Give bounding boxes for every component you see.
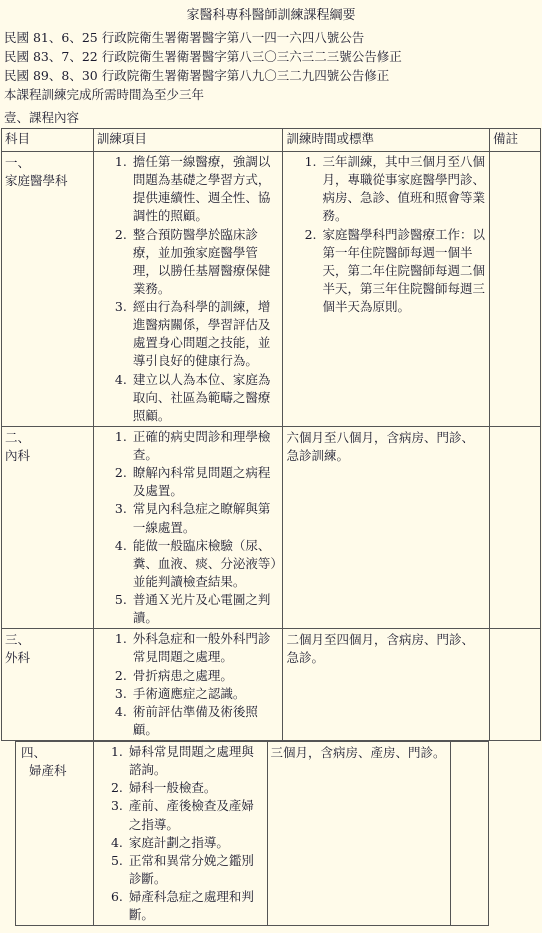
- remarks-cell: [490, 152, 541, 427]
- list-item: 2. 瞭解內科常見問題之病程及處置。: [131, 464, 282, 500]
- list-item: 1. 外科急症和一般外科門診常見問題之處理。: [131, 630, 282, 666]
- subject-cell: [2, 426, 94, 628]
- header-remarks: 備註: [490, 129, 541, 152]
- time-cell: 三個月，含病房、產房、門診。: [267, 742, 451, 926]
- time-cell: 六個月至八個月，含病房、門診、急診訓練。: [283, 426, 490, 628]
- header-time: 訓練時間或標準: [283, 129, 490, 152]
- time-cell: [283, 152, 490, 427]
- remarks-cell: [451, 742, 489, 926]
- items-cell: [93, 629, 283, 741]
- table-row: [2, 152, 541, 427]
- table-row: [16, 742, 489, 926]
- subject-name: 婦產科: [29, 763, 67, 779]
- list-item: 5. 正常和異常分娩之鑑別診斷。: [127, 852, 266, 888]
- page-title: 家醫科專科醫師訓練課程綱要: [186, 8, 356, 23]
- subject-name: 家庭醫學科: [5, 173, 68, 189]
- subject-name: 外科: [5, 650, 31, 666]
- list-item: 2. 骨折病患之處理。: [131, 667, 282, 685]
- items-cell: [93, 742, 267, 926]
- list-item: 2. 家庭醫學科門診醫療工作：以第一年住院醫師每週一個半天，第二年住院醫師每週二個半天，第三年住院醫師每週三個半天為原則。: [320, 226, 488, 317]
- list-item: 4. 家庭計劃之指導。: [127, 834, 266, 852]
- subject-name: 內科: [5, 448, 31, 463]
- curriculum-table-continued: [15, 741, 489, 926]
- notice-line: 民國 81、6、25 行政院衛生署衛署醫字第八一四一六四八號公告: [4, 30, 365, 45]
- list-item: 3. 手術適應症之認識。: [131, 685, 282, 703]
- notice-list: [0, 28, 542, 104]
- subject-cell: [2, 629, 94, 741]
- header-subject: 科目: [2, 129, 94, 152]
- time-cell: 二個月至四個月，含病房、門診、急診。: [283, 629, 490, 741]
- notice-line: 本課程訓練完成所需時間為至少三年: [4, 87, 205, 102]
- items-cell: [93, 152, 283, 427]
- list-item: 4. 能做一般臨床檢驗（尿、糞、血液、痰、分泌液等）並能判讀檢查結果。: [131, 537, 282, 591]
- notice-line: 民國 83、7、22 行政院衛生署衛署醫字第八三〇三六三二三號公告修正: [4, 49, 402, 64]
- list-item: 4. 建立以人為本位、家庭為取向、社區為範疇之醫療照顧。: [131, 371, 282, 425]
- subject-number: 一、: [5, 155, 31, 170]
- list-item: 3. 產前、產後檢查及產婦之指導。: [127, 797, 266, 833]
- list-item: 2. 整合預防醫學於臨床診療，並加強家庭醫學管理，以勝任基層醫療保健業務。: [131, 226, 282, 299]
- table-row: [2, 629, 541, 741]
- list-item: 3. 常見內科急症之瞭解與第一線處置。: [131, 500, 282, 536]
- curriculum-table: [1, 128, 541, 741]
- subject-number: 四、: [21, 745, 47, 760]
- list-item: 1. 婦科常見問題之處理與諮詢。: [127, 743, 266, 779]
- list-item: 1. 擔任第一線醫療，強調以問題為基礎之學習方式，提供連續性、週全性、協調性的照顧。: [131, 153, 282, 226]
- subject-cell: [16, 742, 94, 926]
- notice-line: 民國 89、8、30 行政院衛生署衛署醫字第八九〇三二九四號公告修正: [4, 68, 390, 83]
- list-item: 5. 普通Ｘ光片及心電圖之判讀。: [131, 591, 282, 627]
- header-row: [2, 129, 541, 152]
- list-item: 2. 婦科一般檢查。: [127, 779, 266, 797]
- remarks-cell: [490, 629, 541, 741]
- list-item: 1. 正確的病史問診和理學檢查。: [131, 428, 282, 464]
- table-row: [2, 426, 541, 628]
- subject-cell: [2, 152, 94, 427]
- subject-number: 三、: [5, 632, 31, 648]
- list-item: 1. 三年訓練，其中三個月至八個月，專職從事家庭醫學門診、病房、急診、值班和照會等業務。: [320, 153, 488, 226]
- section-title: 壹、課程內容: [4, 110, 80, 125]
- list-item: 6. 婦產科急症之處理和判斷。: [127, 888, 266, 924]
- header-items: 訓練項目: [93, 129, 283, 152]
- subject-number: 二、: [5, 429, 31, 445]
- list-item: 4. 術前評估準備及術後照顧。: [131, 703, 282, 739]
- items-cell: [93, 426, 283, 628]
- list-item: 3. 經由行為科學的訓練，增進醫病關係，學習評估及處置身心問題之技能，並導引良好的健康行為。: [131, 298, 282, 371]
- remarks-cell: [490, 426, 541, 628]
